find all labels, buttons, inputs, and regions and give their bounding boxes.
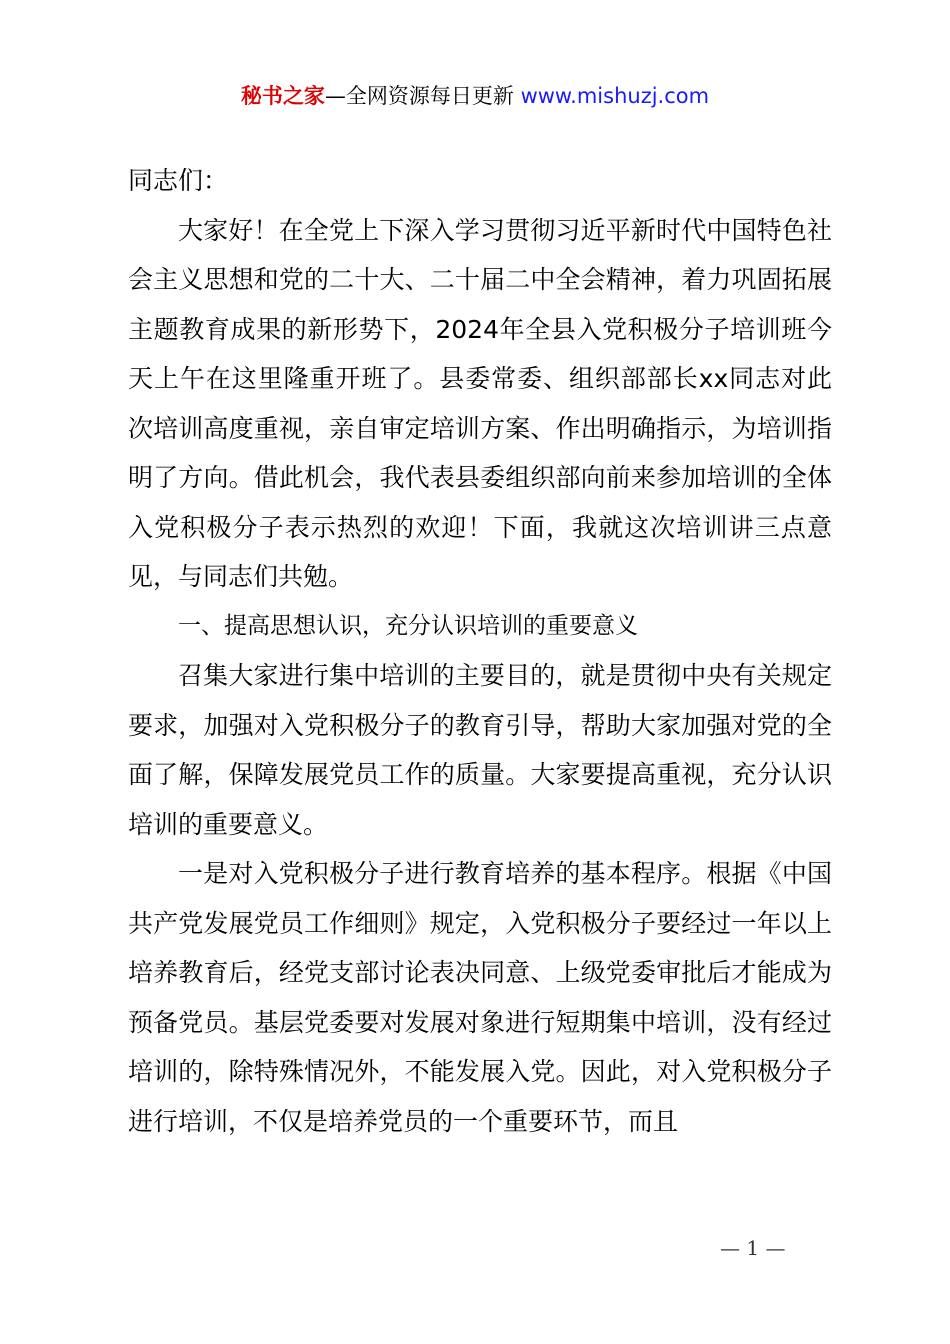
paragraph-purpose: 召集大家进行集中培训的主要目的，就是贯彻中央有关规定要求，加强对入党积极分子的教育引导，帮助大家加强对党的全面了解，保障发展党员工作的质量。大家要提高重视，充分认识培训的重要意义。 bbox=[128, 661, 832, 839]
paragraph-opening: 大家好！在全党上下深入学习贯彻习近平新时代中国特色社会主义思想和党的二十大、二十届二中全会精神，着力巩固拓展主题教育成果的新形势下，2024年全县入党积极分子培训班今天上午在这里隆重开班了。县委常委、组织部部长xx同志对此次培训高度重视，亲自审定培训方案、作出明确指示，为培训指明了方向。借此机会，我代表县委组织部向前来参加培训的全体入党积极分子表示热烈的欢迎！下面，我就这次培训讲三点意见，与同志们共勉。 bbox=[128, 215, 832, 591]
banner-tagline: —全网资源每日更新 bbox=[324, 84, 514, 108]
document-body bbox=[128, 156, 832, 1146]
site-banner bbox=[0, 80, 950, 112]
brand-name: 秘书之家 bbox=[240, 84, 325, 108]
site-url-link[interactable]: www.mishuzj.com bbox=[520, 84, 710, 108]
salutation: 同志们： bbox=[128, 166, 229, 195]
paragraph-procedure: 一是对入党积极分子进行教育培养的基本程序。根据《中国共产党发展党员工作细则》规定，入党积极分子要经过一年以上培养教育后，经党支部讨论表决同意、上级党委审批后才能成为预备党员。基层党委要对发展对象进行短期集中培训，没有经过培训的，除特殊情况外，不能发展入党。因此，对入党积极分子进行培训，不仅是培养党员的一个重要环节，而且 bbox=[128, 859, 832, 1136]
page-number: — 1 — bbox=[720, 1236, 786, 1260]
section-heading-1: 一、提高思想认识，充分认识培训的重要意义 bbox=[178, 612, 638, 639]
